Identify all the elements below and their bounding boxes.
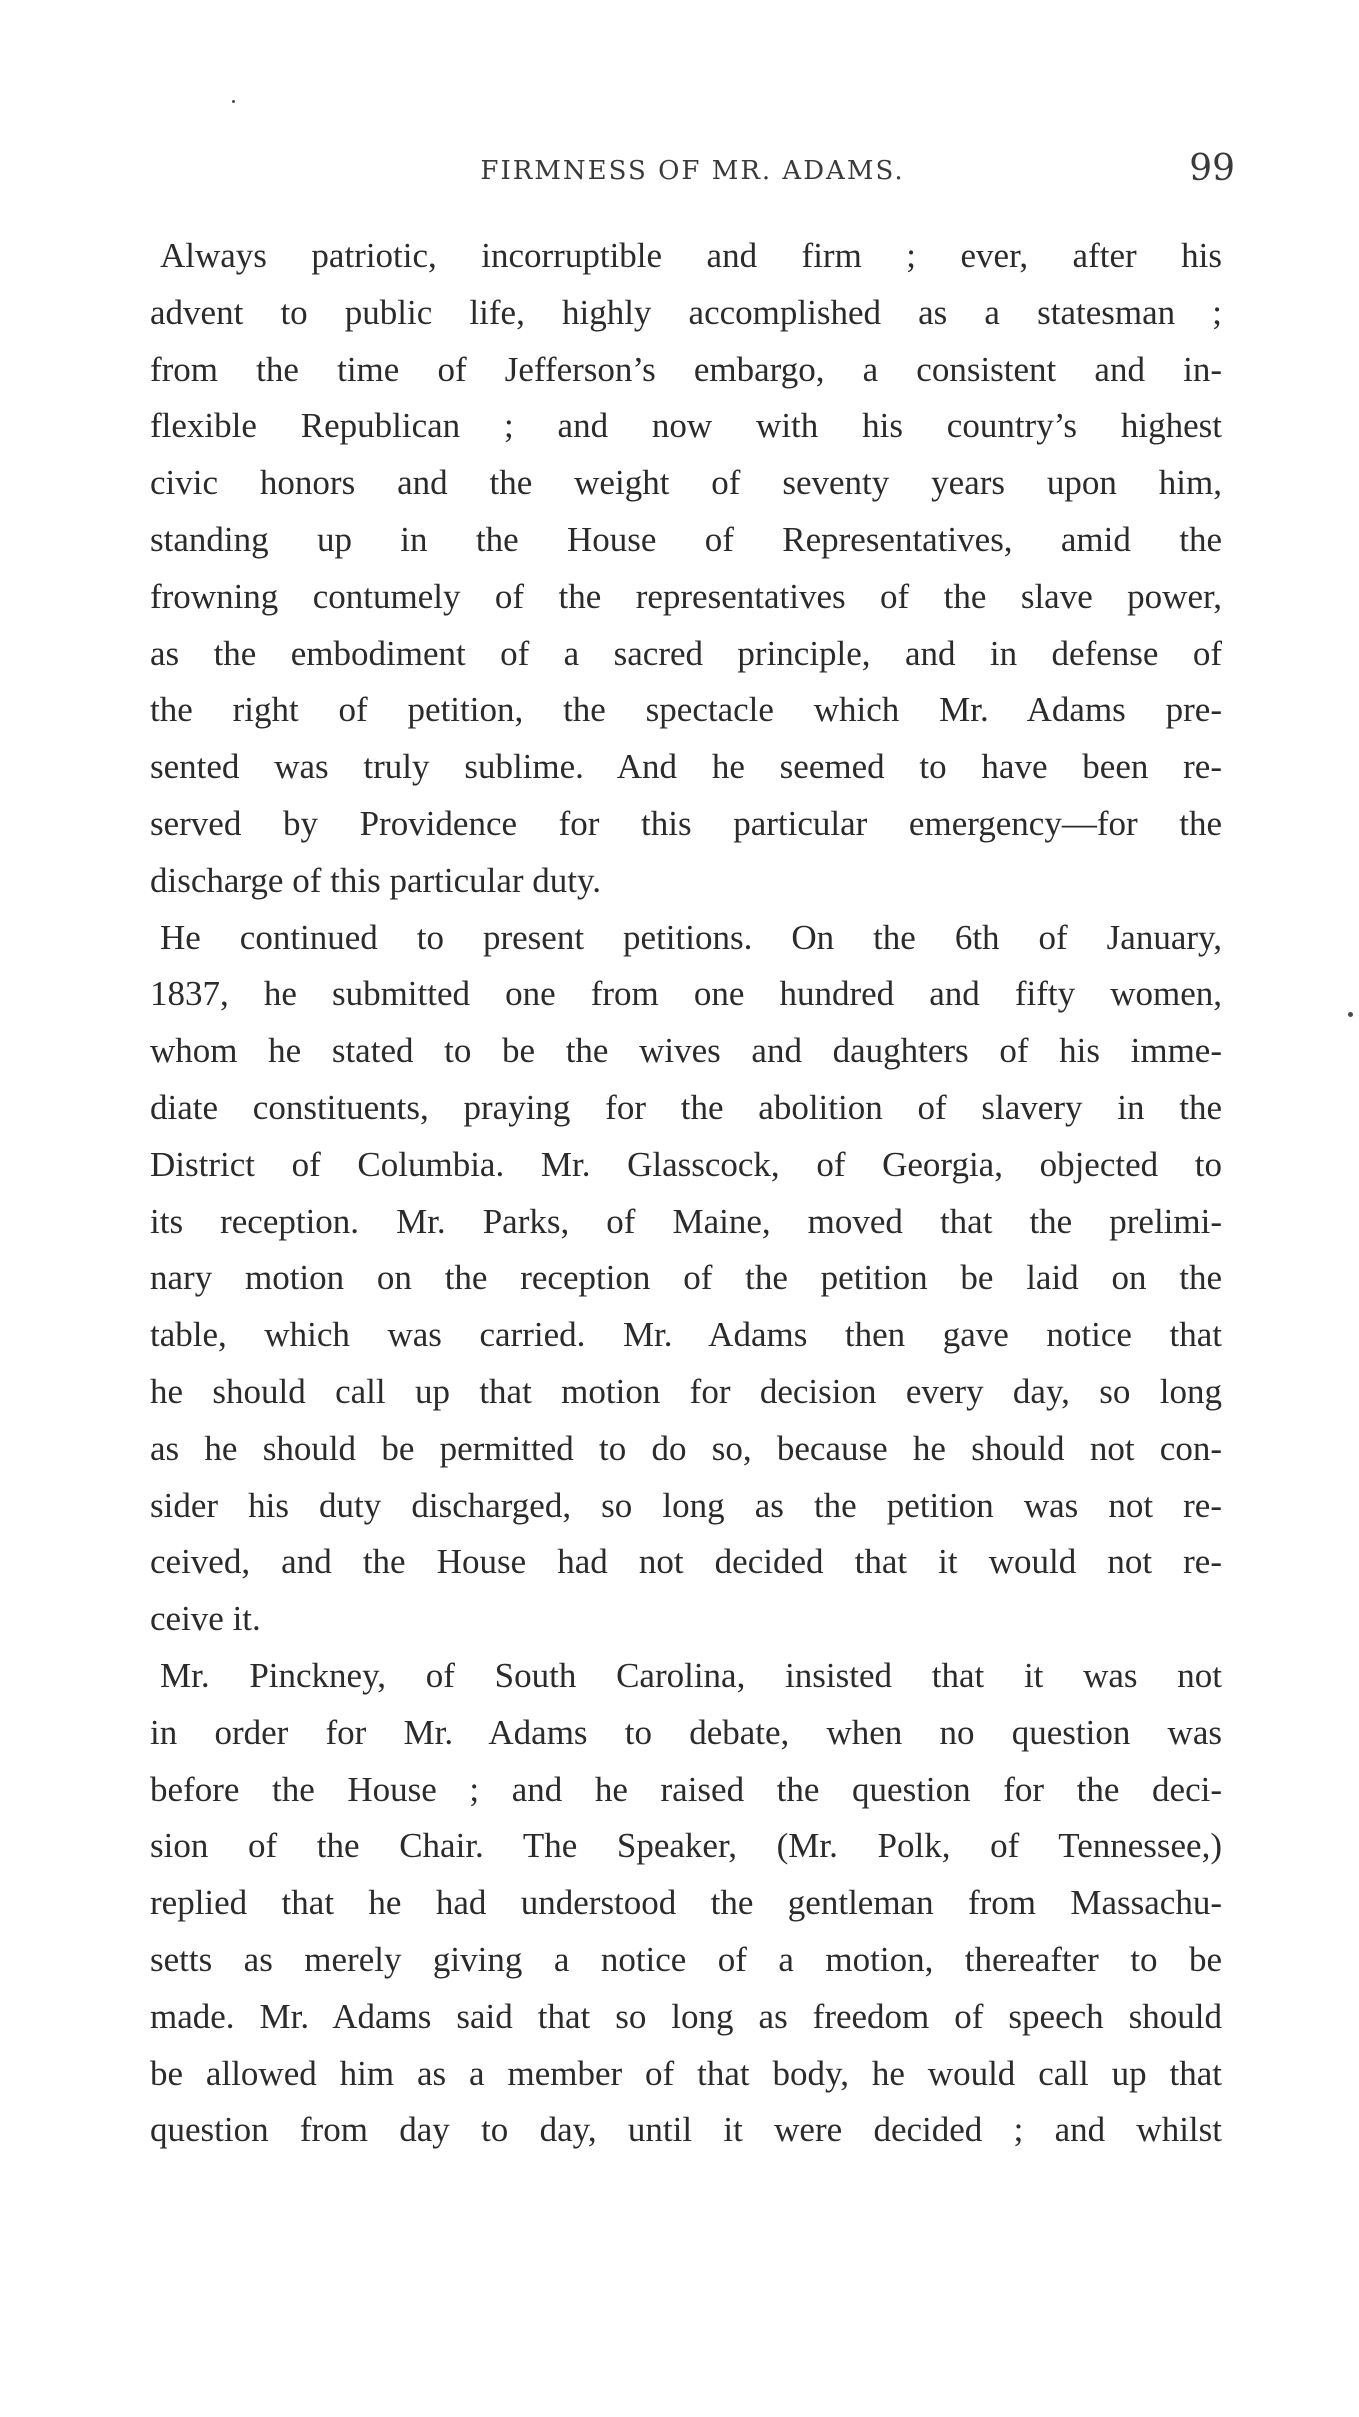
text-line: ceived, and the House had not decided that it would not re-	[150, 1542, 1222, 1582]
paragraph-3	[150, 1648, 1222, 2159]
paragraph-1	[150, 228, 1222, 910]
text-line: He continued to present petitions. On the 6th of January,	[160, 917, 1222, 957]
text-line: civic honors and the weight of seventy years upon him,	[150, 463, 1222, 503]
text-line: as the embodiment of a sacred principle, and in defense of	[150, 633, 1222, 673]
text-line: sider his duty discharged, so long as the petition was not re-	[150, 1485, 1222, 1525]
body-text	[150, 228, 1222, 2159]
text-line: be allowed him as a member of that body, he would call up that	[150, 2053, 1222, 2093]
page-number: 99	[1189, 148, 1235, 189]
text-line: ceive it.	[150, 1599, 261, 1639]
text-line: discharge of this particular duty.	[150, 860, 601, 900]
text-line: from the time of Jefferson’s embargo, a consistent and in-	[150, 349, 1222, 389]
text-line: served by Providence for this particular emergency—for the	[150, 803, 1222, 843]
text-line: replied that he had understood the gentleman from Massachu-	[150, 1883, 1222, 1923]
text-line: setts as merely giving a notice of a motion, thereafter to be	[150, 1939, 1222, 1979]
text-line: made. Mr. Adams said that so long as freedom of speech should	[150, 1996, 1222, 2036]
text-line: question from day to day, until it were decided ; and whilst	[150, 2110, 1222, 2150]
running-title: FIRMNESS OF MR. ADAMS.	[480, 156, 905, 186]
paragraph-2	[150, 910, 1222, 1648]
text-line: advent to public life, highly accomplished as a statesman ;	[150, 292, 1222, 332]
text-line: its reception. Mr. Parks, of Maine, moved that the prelimi-	[150, 1201, 1222, 1241]
text-line: flexible Republican ; and now with his country’s highest	[150, 406, 1222, 446]
ink-speck	[1348, 1012, 1353, 1017]
text-line: whom he stated to be the wives and daughters of his imme-	[150, 1031, 1222, 1071]
text-line: nary motion on the reception of the petition be laid on the	[150, 1258, 1222, 1298]
ink-speck	[232, 100, 235, 103]
text-line: in order for Mr. Adams to debate, when no question was	[150, 1712, 1222, 1752]
text-line: Always patriotic, incorruptible and firm ; ever, after his	[160, 236, 1222, 275]
text-line: Mr. Pinckney, of South Carolina, insisted that it was not	[160, 1655, 1222, 1695]
running-head	[150, 148, 1235, 198]
text-line: the right of petition, the spectacle which Mr. Adams pre-	[150, 690, 1222, 730]
text-line: District of Columbia. Mr. Glasscock, of Georgia, objected to	[150, 1144, 1222, 1184]
text-line: standing up in the House of Representatives, amid the	[150, 519, 1222, 559]
text-line: before the House ; and he raised the question for the deci-	[150, 1769, 1222, 1809]
text-line: 1837, he submitted one from one hundred and fifty women,	[150, 974, 1222, 1014]
text-line: sion of the Chair. The Speaker, (Mr. Polk, of Tennessee,)	[150, 1826, 1222, 1866]
text-line: sented was truly sublime. And he seemed to have been re-	[150, 747, 1222, 787]
text-line: he should call up that motion for decision every day, so long	[150, 1371, 1222, 1411]
text-line: as he should be permitted to do so, because he should not con-	[150, 1428, 1222, 1468]
text-line: frowning contumely of the representatives of the slave power,	[150, 576, 1222, 616]
text-line: diate constituents, praying for the abolition of slavery in the	[150, 1087, 1222, 1127]
text-line: table, which was carried. Mr. Adams then gave notice that	[150, 1315, 1222, 1355]
